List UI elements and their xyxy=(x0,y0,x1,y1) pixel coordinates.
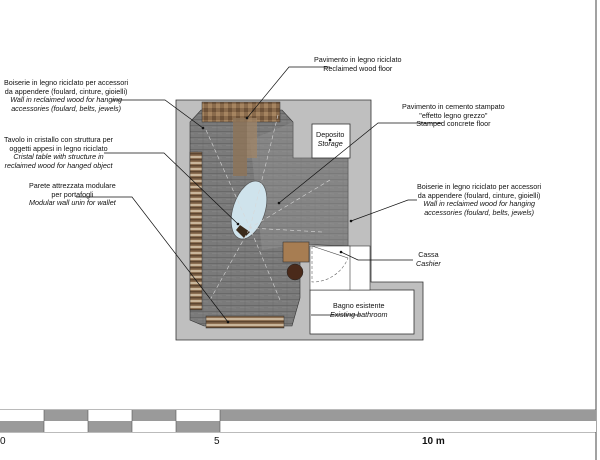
cassa-it: Cassa xyxy=(418,250,439,259)
bagno-it: Bagno esistente xyxy=(332,301,385,310)
label-pavimento-legno xyxy=(314,56,402,73)
wood-strip-1 xyxy=(233,118,247,176)
scale-bar xyxy=(0,410,596,432)
entrance-area xyxy=(310,246,350,290)
cassa-en: Cashier xyxy=(416,258,441,268)
pavimento-cemento-it-1: Pavimento in cemento stampato xyxy=(402,102,505,111)
bathroom-corridor xyxy=(348,246,370,290)
deposito-it: Deposito xyxy=(316,130,345,139)
scale-label-10m: 10 m xyxy=(422,436,445,447)
label-boiserie-right xyxy=(417,183,541,217)
cashier-stool xyxy=(287,264,303,280)
pavimento-cemento-it-2: "effetto legno grezzo" xyxy=(419,110,488,120)
label-pavimento-cemento xyxy=(402,103,505,129)
tavolo-it-2: oggetti appesi in legno riciclato xyxy=(9,143,108,153)
tavolo-en-2: reclaimed wood for hanged object xyxy=(4,160,113,170)
boiserie-right-en-1: Wall in reclaimed wood for hanging xyxy=(423,199,535,209)
boiserie-left-it-1: Boiserie in legno riciclato per accessori xyxy=(4,78,129,87)
boiserie-right-it-2: da appendere (foulard, cinture, gioielli) xyxy=(417,190,541,200)
deposito-en: Storage xyxy=(317,138,343,148)
wood-strip-2 xyxy=(247,118,257,158)
scale-label-0: 0 xyxy=(0,436,6,447)
parete-it-2: per portafogli xyxy=(51,189,94,199)
boiserie-left-it-2: da appendere (foulard, cinture, gioielli) xyxy=(4,86,128,96)
scale-label-5: 5 xyxy=(214,436,220,447)
tavolo-en-1: Cristal table with structure in xyxy=(13,152,104,162)
bagno-en: Existing bathroom xyxy=(330,309,388,319)
boiserie-right-en-2: accessories (foulard, belts, jewels) xyxy=(424,207,535,217)
label-bagno xyxy=(330,302,388,319)
pavimento-legno-en: Reclaimed wood floor xyxy=(323,63,393,73)
parete-en-1: Modular wall unin for wallet xyxy=(29,198,116,208)
boiserie-left-en-1: Wall in reclaimed wood for hanging xyxy=(10,95,122,105)
label-parete xyxy=(29,182,116,208)
label-deposito xyxy=(316,131,344,148)
bottom-wood-wall xyxy=(206,316,284,328)
pavimento-cemento-en: Stamped concrete floor xyxy=(416,119,491,129)
label-cassa xyxy=(416,251,441,268)
cashier-desk xyxy=(283,242,309,262)
tavolo-it-1: Tavolo in cristallo con struttura per xyxy=(4,135,114,144)
label-tavolo xyxy=(4,136,113,170)
label-boiserie-left xyxy=(4,79,128,113)
boiserie-left-en-2: accessories (foulard, belts, jewels) xyxy=(11,103,122,113)
parete-it-1: Parete attrezzata modulare xyxy=(29,181,116,190)
pavimento-legno-it: Pavimento in legno riciclato xyxy=(314,55,402,64)
boiserie-right-it-1: Boiserie in legno riciclato per accessori xyxy=(417,182,542,191)
